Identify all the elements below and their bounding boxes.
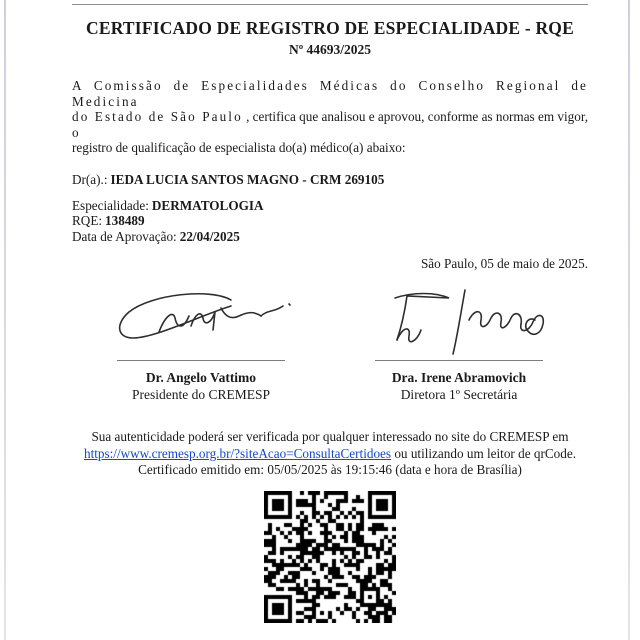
rqe-value: 138489 <box>105 213 145 229</box>
footer-line-1: Sua autenticidade poderá ser verificada por qualquer interessado no site do CREMESP em <box>91 429 569 445</box>
signature-name-president: Dr. Angelo Vattimo <box>145 370 257 386</box>
body-line-1: A Comissão de Especialidades Médicas do Conselho Regional de Medicina <box>72 78 588 109</box>
body-line-2 <box>72 109 588 140</box>
page-edge-right <box>628 0 630 640</box>
signature-name-secretary: Dra. Irene Abramovich <box>391 370 527 386</box>
approval-date-field <box>72 229 588 245</box>
specialty-field <box>72 198 588 214</box>
specialty-group <box>72 198 588 245</box>
specialty-value: DERMATOLOGIA <box>151 197 264 213</box>
approval-date-label: Data de Aprovação: <box>72 228 177 244</box>
rqe-label: RQE: <box>72 213 103 229</box>
top-rule <box>72 4 588 5</box>
specialty-label: Especialidade: <box>72 197 149 213</box>
page-edge-left <box>4 0 6 640</box>
signature-line-secretary <box>375 360 543 361</box>
footer-line-2 <box>72 446 588 463</box>
consulta-certidoes-link[interactable]: https://www.cremesp.org.br/?siteAcao=ConsultaCertidoes <box>84 445 392 461</box>
footer-line-3: Certificado emitido em: 05/05/2025 às 19:15:46 (data e hora de Brasília) <box>138 462 522 478</box>
footer-line-2-rest: ou utilizando um leitor de qrCode. <box>391 445 576 461</box>
body-line-3: registro de qualificação de especialista do(a) médico(a) abaixo: <box>72 140 406 156</box>
body-line-2-spaced: do Estado de São Paulo <box>72 109 243 125</box>
body-line-2-rest: , certifica que analisou e aprovou, conforme as normas em vigor, o <box>72 109 588 140</box>
signature-stroke-irene-abramovich <box>361 286 557 358</box>
certificate-number: Nº 44693/2025 <box>288 42 372 57</box>
signature-stroke-angelo-vattimo <box>103 286 299 358</box>
qr-code <box>264 491 396 623</box>
rqe-field <box>72 213 588 229</box>
certificate-title: CERTIFICADO DE REGISTRO DE ESPECIALIDADE - RQE <box>86 18 574 38</box>
doctor-label: Dr(a).: <box>72 171 108 187</box>
signature-block-president <box>72 286 330 403</box>
place-date-line: São Paulo, 05 de maio de 2025. <box>420 256 588 272</box>
signature-role-president: Presidente do CREMESP <box>131 387 270 403</box>
doctor-field <box>72 172 588 188</box>
doctor-name-value: IEDA LUCIA SANTOS MAGNO - CRM 269105 <box>110 171 385 187</box>
certificate-fields <box>72 172 588 244</box>
signature-block-secretary <box>330 286 588 403</box>
signatures-row <box>72 286 588 403</box>
signature-role-secretary: Diretora 1º Secretária <box>400 387 518 403</box>
approval-date-value: 22/04/2025 <box>179 228 240 244</box>
authenticity-footer <box>72 429 588 479</box>
signature-line-president <box>117 360 285 361</box>
certificate-content <box>72 0 588 623</box>
certificate-body-paragraph <box>72 78 588 156</box>
